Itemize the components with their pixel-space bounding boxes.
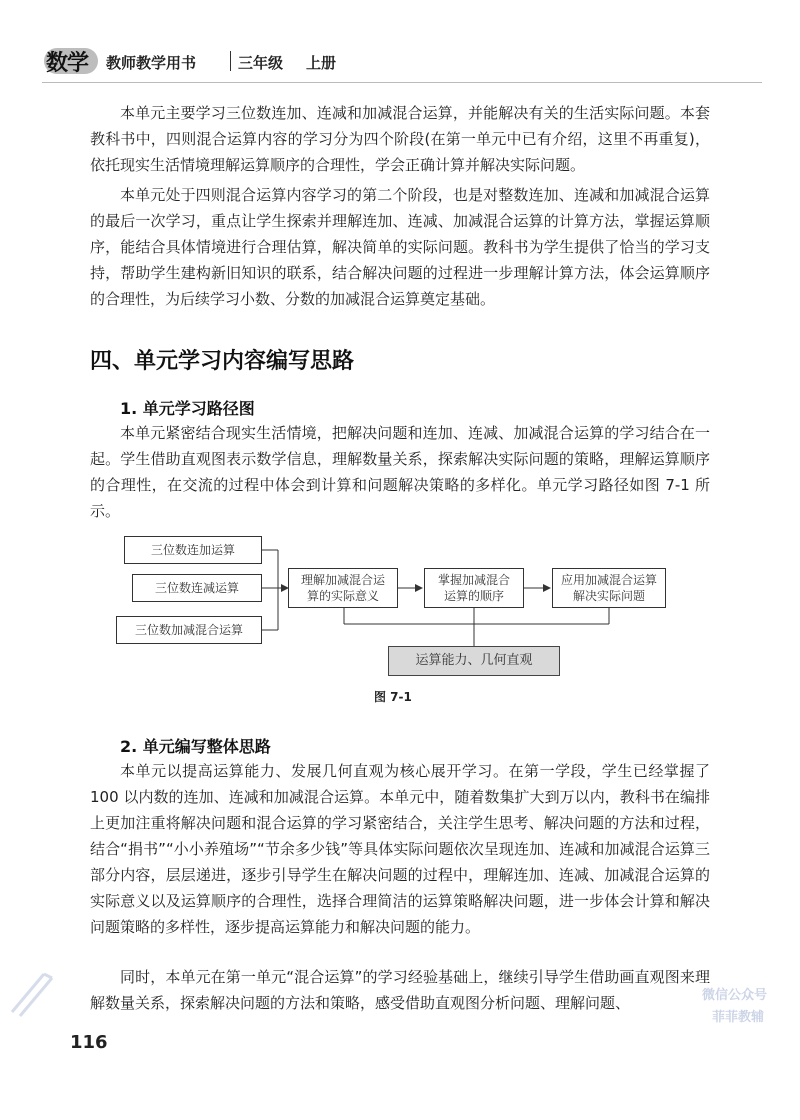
header-divider — [230, 51, 231, 71]
subsection-2-paragraph-2: 同时，本单元在第一单元“混合运算”的学习经验基础上，继续引导学生借助画直观图来理解数量关系，探索解决问题的方法和策略，感受借助直观图分析问题、理解问题、 — [90, 968, 710, 1012]
badge-label: 数学 — [46, 50, 89, 76]
figure-caption: 图 7-1 — [374, 690, 412, 704]
step-box-order: 掌握加减混合运算的顺序 — [424, 568, 524, 608]
input-box-add: 三位数连加运算 — [124, 536, 262, 564]
page-header — [42, 42, 762, 82]
watermark-pen-icon — [4, 960, 64, 1020]
subsection-1-paragraph: 本单元紧密结合现实生活情境，把解决问题和连加、连减、加减混合运算的学习结合在一起。学生借助直观图表示数学信息，理解数量关系，探索解决实际问题的策略，理解运算顺序的合理性，在交流的过程中体会到计算和问题解决策略的多样化。单元学习路径如图 7-1 所示。 — [90, 424, 710, 520]
intro-paragraph-1: 本单元主要学习三位数连加、连减和加减混合运算，并能解决有关的生活实际问题。本套教科书中，四则混合运算内容的学习分为四个阶段(在第一单元中已有介绍，这里不再重复)，依托现实生活情境理解运算顺序的合理性，学会正确计算并解决实际问题。 — [90, 104, 710, 174]
watermark-line-2: 菲菲教辅 — [712, 1010, 765, 1025]
section-heading: 四、单元学习内容编写思路 — [90, 349, 355, 374]
book-title: 教师教学用书 — [106, 54, 197, 72]
base-ability-box: 运算能力、几何直观 — [388, 646, 560, 676]
grade-label: 三年级 — [238, 54, 284, 72]
input-box-subtract: 三位数连减运算 — [132, 574, 262, 602]
subsection-2-title: 2. 单元编写整体思路 — [120, 737, 271, 756]
header-rule — [42, 82, 762, 83]
step-box-meaning: 理解加减混合运算的实际意义 — [288, 568, 398, 608]
input-box-mixed: 三位数加减混合运算 — [116, 616, 262, 644]
subject-badge — [42, 42, 100, 80]
subsection-2-paragraph-1: 本单元以提高运算能力、发展几何直观为核心展开学习。在第一学段，学生已经掌握了 100 以内数的连加、连减和加减混合运算。本单元中，随着数集扩大到万以内，教科书在编排上更加注重将解决问题和混合运算的学习紧密结合，关注学生思考、解决问题的方法和过程，结合“捐书”“小小养殖场”“节余多少钱”等具体实际问题依次呈现连加、连减和加减混合运算三部分内容，层层递进，逐步引导学生在解决问题的过程中，理解连加、连减、加减混合运算的实际意义以及运算顺序的合理性，选择合理简洁的运算策略解决问题，进一步体会计算和解决问题策略的多样性，逐步提高运算能力和解决问题的能力。 — [90, 762, 710, 936]
step-box-apply: 应用加减混合运算解决实际问题 — [552, 568, 666, 608]
subsection-1-title: 1. 单元学习路径图 — [120, 399, 255, 418]
volume-label: 上册 — [306, 54, 337, 72]
intro-paragraph-2: 本单元处于四则混合运算内容学习的第二个阶段，也是对整数连加、连减和加减混合运算的最后一次学习，重点让学生探索并理解连加、连减、加减混合运算的计算方法，掌握运算顺序，能结合具体情境进行合理估算，解决简单的实际问题。教科书为学生提供了恰当的学习支持，帮助学生建构新旧知识的联系，结合解决问题的过程进一步理解计算方法，体会运算顺序的合理性，为后续学习小数、分数的加减混合运算奠定基础。 — [90, 186, 710, 308]
page-number: 116 — [70, 1032, 108, 1053]
learning-path-diagram — [112, 528, 692, 698]
watermark-line-1: 微信公众号 — [702, 988, 768, 1003]
